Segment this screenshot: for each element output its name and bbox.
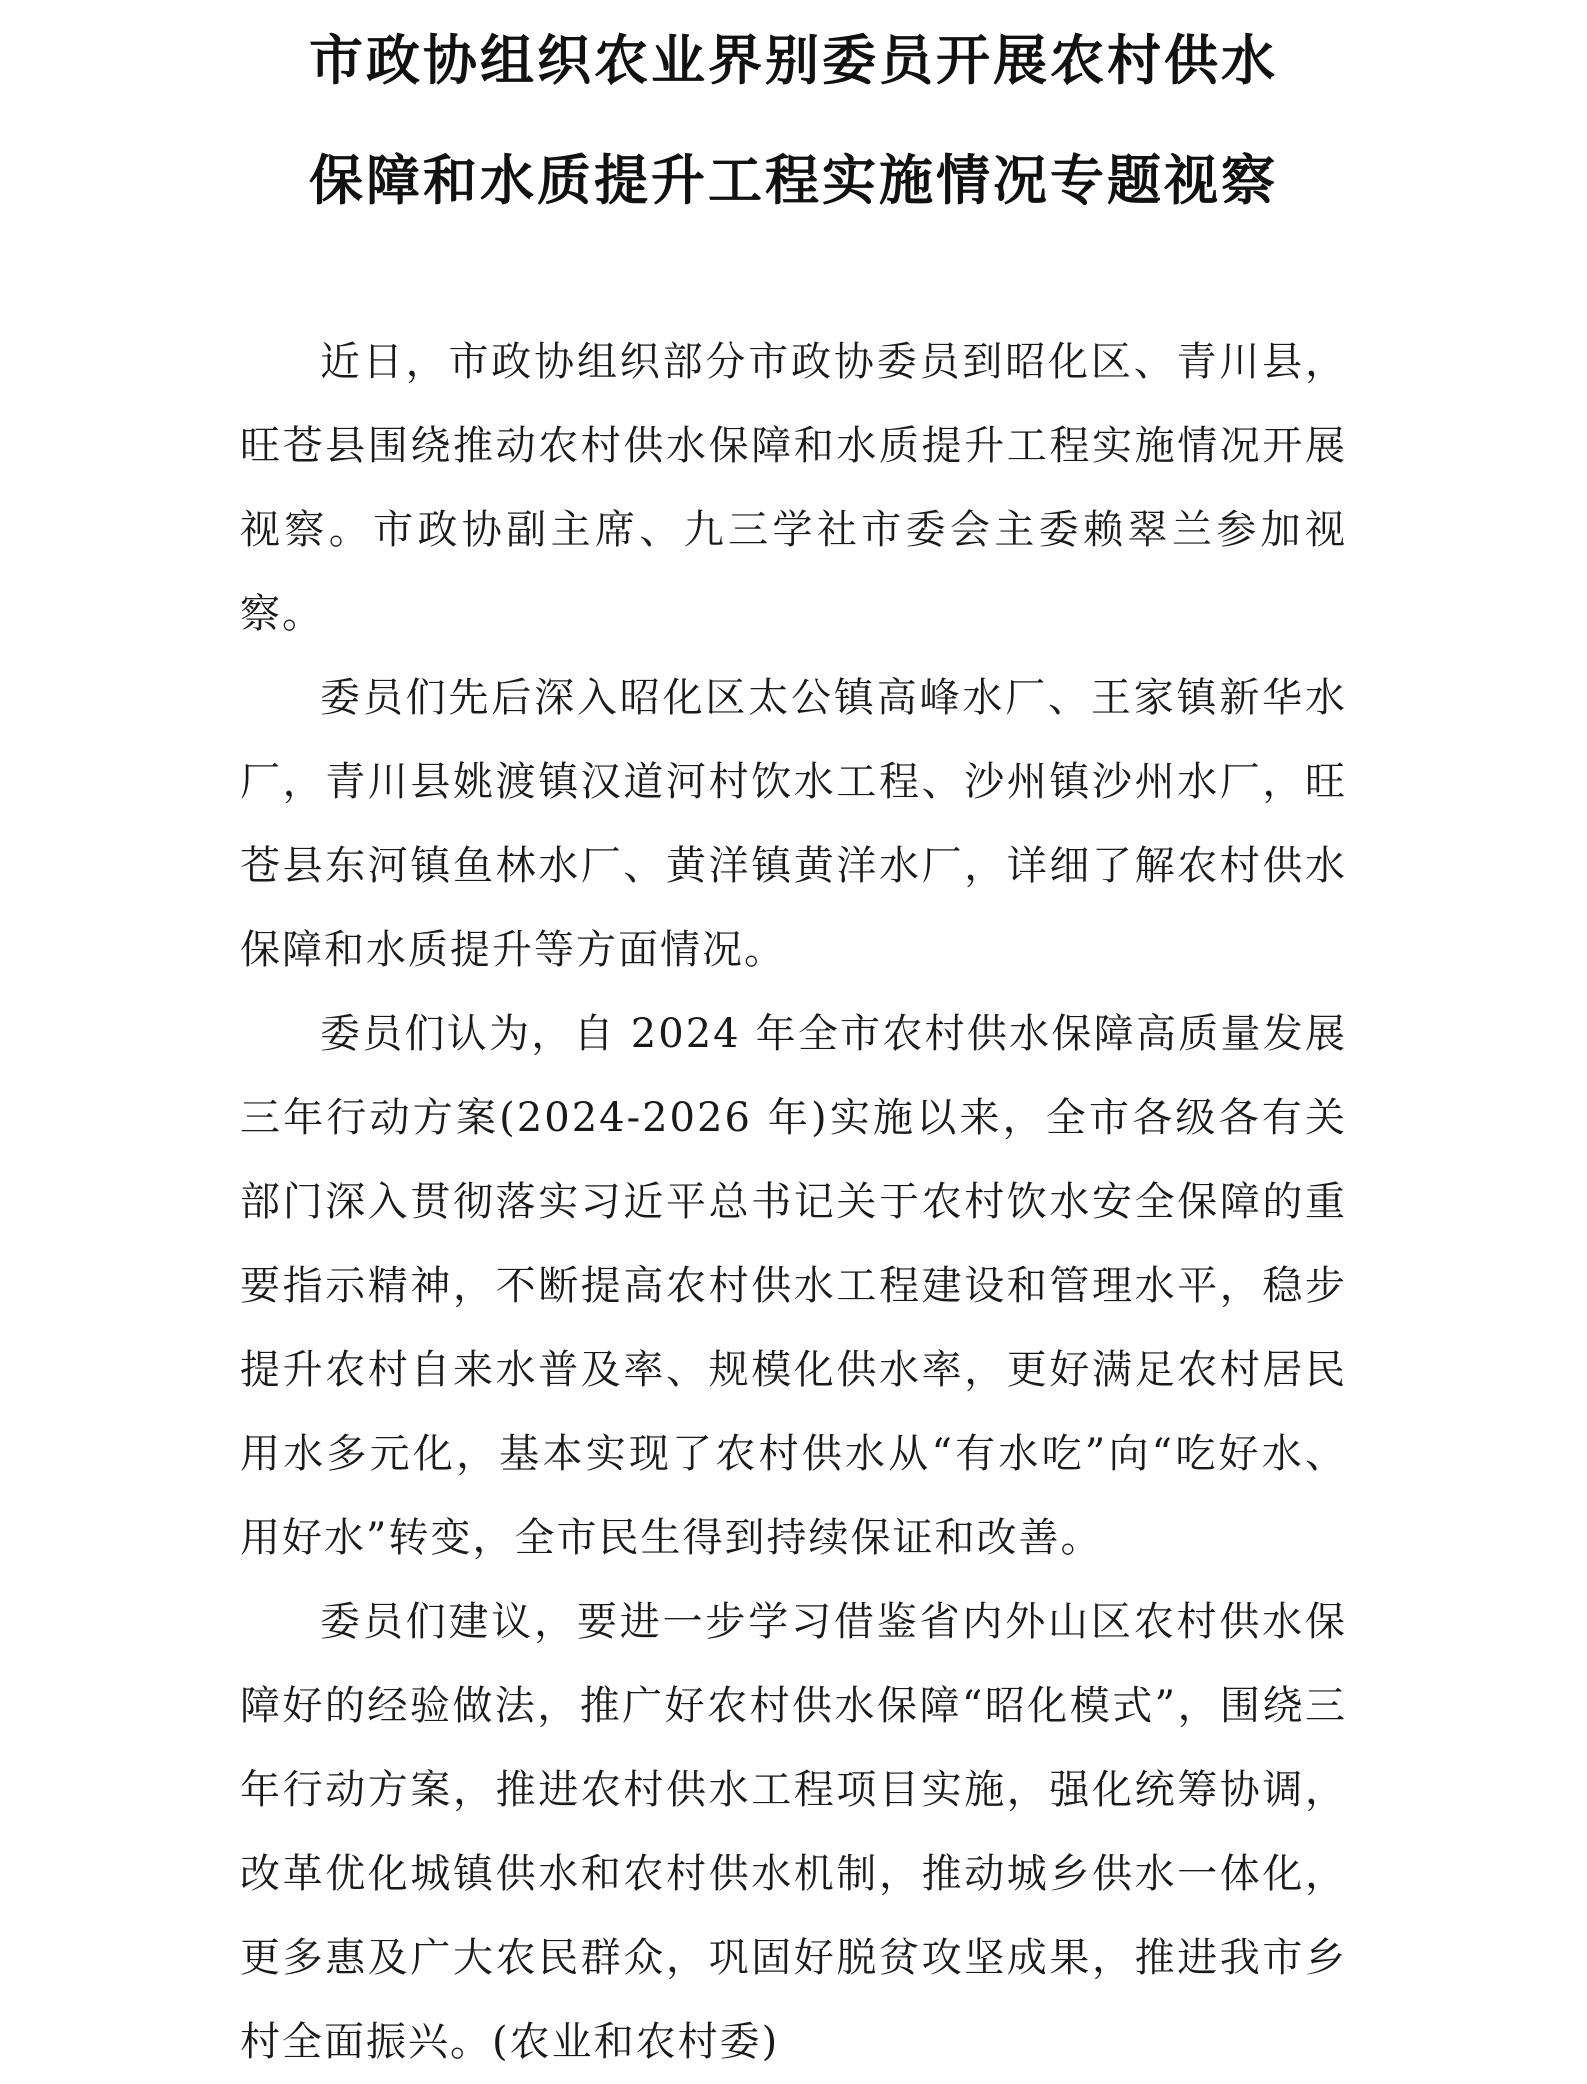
article-title-line-1: 市政协组织农业界别委员开展农村供水	[309, 28, 1278, 92]
article-title-line-2: 保障和水质提升工程实施情况专题视察	[309, 148, 1278, 212]
article-paragraph-4: 委员们建议，要进一步学习借鉴省内外山区农村供水保障好的经验做法，推广好农村供水保障“昭化模式”，围绕三年行动方案，推进农村供水工程项目实施，强化统筹协调，改革优化城镇供水和农村供水机制，推动城乡供水一体化，更多惠及广大农民群众，巩固好脱贫攻坚成果，推进我市乡村全面振兴。(农业和农村委)	[240, 1599, 1347, 2065]
article-paragraph-1: 近日，市政协组织部分市政协委员到昭化区、青川县，旺苍县围绕推动农村供水保障和水质提升工程实施情况开展视察。市政协副主席、九三学社市委会主委赖翠兰参加视察。	[240, 339, 1347, 637]
article-paragraph-3: 委员们认为，自 2024 年全市农村供水保障高质量发展三年行动方案(2024-2026 年)实施以来，全市各级各有关部门深入贯彻落实习近平总书记关于农村饮水安全保障的重要指示精神，不断提高农村供水工程建设和管理水平，稳步提升农村自来水普及率、规模化供水率，更好满足农村居民用水多元化，基本实现了农村供水从“有水吃”向“吃好水、用好水”转变，全市民生得到持续保证和改善。	[240, 1011, 1347, 1561]
article-title	[240, 0, 1347, 240]
article-body	[240, 320, 1347, 2084]
article-paragraph-2: 委员们先后深入昭化区太公镇高峰水厂、王家镇新华水厂，青川县姚渡镇汉道河村饮水工程、沙州镇沙州水厂，旺苍县东河镇鱼林水厂、黄洋镇黄洋水厂，详细了解农村供水保障和水质提升等方面情况。	[240, 675, 1347, 973]
